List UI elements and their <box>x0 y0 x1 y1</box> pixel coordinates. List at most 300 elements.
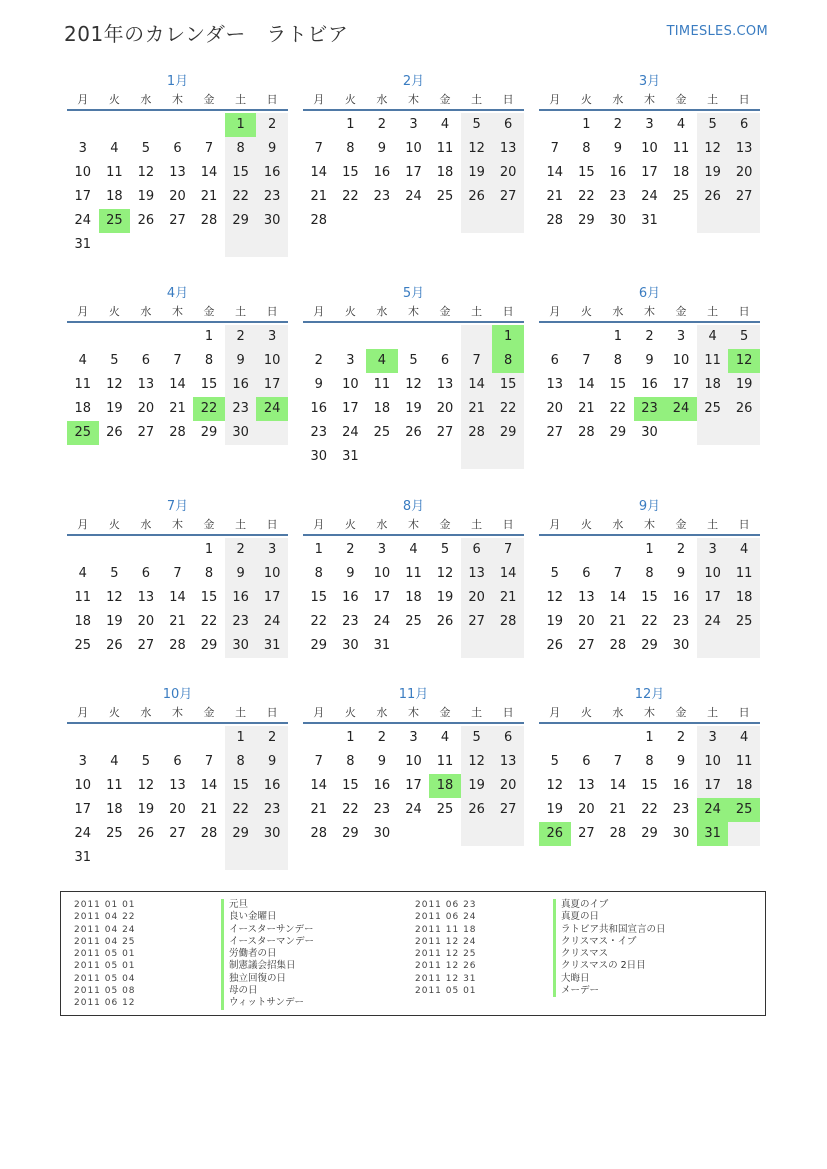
day-cell: 13 <box>578 778 595 793</box>
day-cell: 6 <box>582 566 591 581</box>
day-cell: 31 <box>256 634 288 658</box>
empty-cell <box>99 726 131 750</box>
empty-cell <box>225 233 257 257</box>
empty-cell <box>602 538 634 562</box>
day-cell: 14 <box>169 590 186 605</box>
day-cell: 24 <box>665 397 697 421</box>
weekday-label: 月 <box>77 518 89 531</box>
day-cell: 9 <box>256 750 288 774</box>
day-cell: 7 <box>613 566 623 581</box>
holiday-name: ウィットサンデー <box>221 997 314 1009</box>
weekday-label: 水 <box>140 518 152 531</box>
weekday-label: 土 <box>235 93 247 106</box>
day-cell: 12 <box>405 377 422 392</box>
day-cell: 9 <box>346 566 355 581</box>
day-cell: 12 <box>461 750 493 774</box>
day-cell: 4 <box>78 566 87 581</box>
day-cell: 16 <box>609 165 627 180</box>
day-cell: 28 <box>492 610 524 634</box>
day-cell: 7 <box>582 353 591 368</box>
day-cell: 10 <box>373 566 391 581</box>
day-cell: 22 <box>609 401 627 416</box>
empty-cell <box>256 846 288 870</box>
day-cell: 15 <box>641 590 658 605</box>
empty-cell <box>398 822 430 846</box>
day-cell: 23 <box>373 802 391 817</box>
day-cell: 1 <box>492 325 524 349</box>
weekday-label: 火 <box>580 706 592 719</box>
day-cell: 24 <box>256 610 288 634</box>
day-cell: 13 <box>137 377 155 392</box>
weekday-label: 木 <box>171 518 183 531</box>
empty-cell <box>539 113 571 137</box>
day-cell: 14 <box>169 377 186 392</box>
weekday-label: 日 <box>502 305 514 318</box>
weekday-label: 水 <box>612 706 624 719</box>
weekday-header <box>539 303 760 323</box>
day-cell: 24 <box>74 213 92 228</box>
empty-cell <box>461 209 493 233</box>
month-name: 10月 <box>162 687 193 702</box>
day-cell: 26 <box>697 185 729 209</box>
weekday-label: 日 <box>738 706 750 719</box>
day-cell: 17 <box>373 590 391 605</box>
empty-cell <box>162 325 194 349</box>
day-cell: 24 <box>405 802 422 817</box>
day-cell: 7 <box>204 754 214 769</box>
day-cell: 7 <box>461 349 493 373</box>
day-cell: 3 <box>697 726 729 750</box>
day-cell: 23 <box>225 397 257 421</box>
day-cell: 10 <box>672 353 690 368</box>
day-cell: 28 <box>169 638 186 653</box>
day-cell: 21 <box>200 802 218 817</box>
day-cell: 7 <box>173 353 182 368</box>
day-cell: 10 <box>74 165 92 180</box>
month-name: 8月 <box>402 499 425 514</box>
empty-cell <box>398 209 430 233</box>
day-cell: 19 <box>461 774 493 798</box>
empty-cell <box>728 421 760 445</box>
weekday-label: 月 <box>313 706 325 719</box>
day-cell: 2 <box>377 730 387 745</box>
day-cell: 1 <box>346 117 355 132</box>
empty-cell <box>225 846 257 870</box>
day-cell: 27 <box>169 826 186 841</box>
holiday-date: 2011 12 25 <box>415 949 477 960</box>
day-cell: 2 <box>256 726 288 750</box>
weekday-label: 火 <box>344 305 356 318</box>
day-cell: 24 <box>641 189 658 204</box>
empty-cell <box>697 421 729 445</box>
month-name: 4月 <box>166 286 189 301</box>
day-cell: 21 <box>310 802 328 817</box>
empty-cell <box>335 209 367 233</box>
day-cell: 25 <box>74 638 92 653</box>
empty-cell <box>539 726 571 750</box>
day-cell: 13 <box>492 137 524 161</box>
day-cell: 28 <box>609 826 627 841</box>
day-cell: 17 <box>74 189 92 204</box>
day-cell: 21 <box>578 401 595 416</box>
day-cell: 25 <box>106 826 123 841</box>
day-cell: 4 <box>440 730 450 745</box>
day-cell: 27 <box>492 185 524 209</box>
day-cell: 9 <box>676 566 686 581</box>
empty-cell <box>461 325 493 349</box>
day-cell: 15 <box>609 377 627 392</box>
day-cell: 10 <box>697 562 729 586</box>
day-cell: 25 <box>436 189 454 204</box>
day-cell: 16 <box>256 161 288 185</box>
weekday-label: 木 <box>643 518 655 531</box>
empty-cell <box>571 325 603 349</box>
weekday-label: 日 <box>266 93 278 106</box>
empty-cell <box>130 726 162 750</box>
day-cell: 1 <box>613 329 623 344</box>
day-cell: 22 <box>200 614 218 629</box>
weekday-label: 月 <box>549 93 561 106</box>
day-cell: 17 <box>672 377 690 392</box>
empty-cell <box>366 445 398 469</box>
day-cell: 5 <box>110 566 119 581</box>
weekday-label: 土 <box>707 93 719 106</box>
weekday-label: 木 <box>171 305 183 318</box>
holiday-date: 2011 05 01 <box>74 961 136 972</box>
day-cell: 10 <box>74 778 92 793</box>
empty-cell <box>461 634 493 658</box>
empty-cell <box>67 538 99 562</box>
empty-cell <box>303 325 335 349</box>
day-cell: 26 <box>728 397 760 421</box>
day-cell: 20 <box>546 401 564 416</box>
day-cell: 8 <box>314 566 323 581</box>
day-grid <box>67 113 288 257</box>
empty-cell <box>492 634 524 658</box>
day-cell: 17 <box>697 586 729 610</box>
day-cell: 30 <box>641 425 658 440</box>
empty-cell <box>130 846 162 870</box>
day-cell: 7 <box>550 141 559 156</box>
empty-cell <box>193 113 225 137</box>
weekday-label: 金 <box>675 305 687 318</box>
day-cell: 2 <box>377 117 387 132</box>
empty-cell <box>162 113 194 137</box>
day-cell: 23 <box>342 614 359 629</box>
day-cell: 2 <box>346 542 355 557</box>
day-cell: 15 <box>200 590 218 605</box>
holiday-date: 2011 12 26 <box>415 961 477 972</box>
day-cell: 2 <box>645 329 654 344</box>
day-cell: 19 <box>546 614 564 629</box>
empty-cell <box>303 113 335 137</box>
empty-cell <box>539 325 571 349</box>
day-cell: 9 <box>613 141 623 156</box>
day-cell: 29 <box>225 209 257 233</box>
empty-cell <box>366 209 398 233</box>
day-cell: 19 <box>728 373 760 397</box>
holiday-name: 元旦 <box>221 899 314 911</box>
weekday-label: 木 <box>643 93 655 106</box>
weekday-label: 月 <box>549 518 561 531</box>
day-cell: 4 <box>366 349 398 373</box>
day-cell: 4 <box>697 325 729 349</box>
day-cell: 26 <box>539 822 571 846</box>
empty-cell <box>398 634 430 658</box>
day-cell: 16 <box>225 373 257 397</box>
day-cell: 12 <box>436 566 454 581</box>
empty-cell <box>697 634 729 658</box>
day-cell: 25 <box>99 209 131 233</box>
day-cell: 24 <box>405 189 422 204</box>
day-cell: 28 <box>169 425 186 440</box>
empty-cell <box>492 209 524 233</box>
day-cell: 11 <box>697 349 729 373</box>
month-block <box>303 685 524 846</box>
day-cell: 30 <box>342 638 359 653</box>
day-cell: 18 <box>373 401 391 416</box>
holiday-date: 2011 06 24 <box>415 912 477 923</box>
day-cell: 22 <box>492 397 524 421</box>
weekday-label: 土 <box>235 305 247 318</box>
day-cell: 16 <box>256 774 288 798</box>
day-cell: 18 <box>429 774 461 798</box>
day-cell: 21 <box>169 614 186 629</box>
day-cell: 23 <box>634 397 666 421</box>
day-cell: 13 <box>169 165 186 180</box>
day-cell: 9 <box>377 141 387 156</box>
day-cell: 7 <box>204 141 214 156</box>
day-cell: 26 <box>461 798 493 822</box>
day-grid <box>303 113 524 233</box>
weekday-label: 日 <box>738 93 750 106</box>
day-cell: 6 <box>728 113 760 137</box>
day-cell: 15 <box>225 774 257 798</box>
day-cell: 19 <box>461 161 493 185</box>
holiday-name: 大晦日 <box>553 973 666 985</box>
day-cell: 11 <box>728 562 760 586</box>
day-cell: 24 <box>74 826 92 841</box>
weekday-label: 日 <box>266 706 278 719</box>
weekday-label: 日 <box>738 305 750 318</box>
day-cell: 17 <box>405 165 422 180</box>
day-cell: 23 <box>256 798 288 822</box>
day-cell: 16 <box>342 590 359 605</box>
day-cell: 22 <box>310 614 328 629</box>
day-cell: 29 <box>200 425 218 440</box>
day-cell: 15 <box>342 778 359 793</box>
day-cell: 16 <box>641 377 658 392</box>
day-cell: 19 <box>436 590 454 605</box>
day-cell: 27 <box>169 213 186 228</box>
weekday-label: 日 <box>502 706 514 719</box>
weekday-label: 月 <box>77 305 89 318</box>
day-cell: 17 <box>256 373 288 397</box>
day-cell: 22 <box>193 397 225 421</box>
empty-cell <box>429 634 461 658</box>
empty-cell <box>193 233 225 257</box>
day-cell: 3 <box>409 117 418 132</box>
day-cell: 22 <box>225 798 257 822</box>
day-cell: 11 <box>672 141 690 156</box>
empty-cell <box>99 113 131 137</box>
day-cell: 22 <box>641 614 658 629</box>
day-cell: 12 <box>106 590 123 605</box>
empty-cell <box>130 113 162 137</box>
empty-cell <box>67 726 99 750</box>
weekday-label: 土 <box>471 305 483 318</box>
holiday-date: 2011 12 24 <box>415 936 477 947</box>
day-cell: 26 <box>106 425 123 440</box>
site-link[interactable]: TIMESLES.COM <box>666 24 768 39</box>
month-block <box>67 497 288 658</box>
weekday-label: 水 <box>612 93 624 106</box>
day-cell: 22 <box>342 189 359 204</box>
empty-cell <box>571 726 603 750</box>
day-cell: 20 <box>728 161 760 185</box>
day-cell: 30 <box>609 213 627 228</box>
day-cell: 5 <box>550 566 559 581</box>
day-cell: 28 <box>200 213 218 228</box>
weekday-label: 火 <box>108 706 120 719</box>
holiday-date: 2011 04 22 <box>74 912 136 923</box>
day-cell: 3 <box>697 538 729 562</box>
day-cell: 5 <box>728 325 760 349</box>
day-cell: 19 <box>697 161 729 185</box>
day-cell: 26 <box>546 638 564 653</box>
day-cell: 3 <box>676 329 686 344</box>
weekday-label: 月 <box>313 518 325 531</box>
weekday-header <box>539 516 760 536</box>
day-cell: 20 <box>169 802 186 817</box>
day-cell: 1 <box>645 542 654 557</box>
day-cell: 8 <box>582 141 591 156</box>
day-cell: 30 <box>672 826 690 841</box>
empty-cell <box>461 445 493 469</box>
day-cell: 25 <box>373 425 391 440</box>
day-cell: 27 <box>728 185 760 209</box>
month-block <box>67 72 288 257</box>
day-cell: 8 <box>346 141 355 156</box>
holiday-dates-right <box>415 899 477 997</box>
day-cell: 5 <box>461 113 493 137</box>
empty-cell <box>429 445 461 469</box>
day-cell: 7 <box>314 754 323 769</box>
day-grid <box>303 538 524 658</box>
weekday-label: 木 <box>407 93 419 106</box>
day-cell: 1 <box>204 542 214 557</box>
empty-cell <box>665 421 697 445</box>
weekday-label: 月 <box>549 305 561 318</box>
day-cell: 15 <box>578 165 595 180</box>
day-cell: 24 <box>373 614 391 629</box>
day-cell: 25 <box>728 610 760 634</box>
holiday-date: 2011 05 01 <box>74 949 136 960</box>
holiday-name: クリスマス・イブ <box>553 936 666 948</box>
empty-cell <box>99 538 131 562</box>
weekday-label: 金 <box>675 93 687 106</box>
day-cell: 15 <box>641 778 658 793</box>
day-cell: 15 <box>225 161 257 185</box>
day-cell: 1 <box>225 113 257 137</box>
day-cell: 10 <box>405 141 422 156</box>
empty-cell <box>193 726 225 750</box>
day-cell: 29 <box>342 826 359 841</box>
holiday-date: 2011 12 31 <box>415 973 477 984</box>
weekday-label: 水 <box>376 518 388 531</box>
day-cell: 29 <box>578 213 595 228</box>
day-cell: 13 <box>492 750 524 774</box>
weekday-label: 火 <box>580 518 592 531</box>
day-cell: 7 <box>613 754 623 769</box>
weekday-label: 火 <box>344 518 356 531</box>
empty-cell <box>697 209 729 233</box>
day-cell: 5 <box>141 141 151 156</box>
weekday-label: 木 <box>643 706 655 719</box>
day-cell: 5 <box>550 754 559 769</box>
empty-cell <box>256 421 288 445</box>
day-cell: 31 <box>74 237 92 252</box>
holiday-name: 労働者の日 <box>221 948 314 960</box>
day-cell: 11 <box>728 750 760 774</box>
day-cell: 21 <box>461 397 493 421</box>
day-cell: 26 <box>137 826 155 841</box>
empty-cell <box>728 822 760 846</box>
day-cell: 23 <box>256 185 288 209</box>
holiday-dates-left <box>74 899 136 1010</box>
weekday-label: 土 <box>471 93 483 106</box>
day-cell: 21 <box>200 189 218 204</box>
empty-cell <box>665 209 697 233</box>
day-cell: 28 <box>546 213 564 228</box>
weekday-label: 日 <box>738 518 750 531</box>
empty-cell <box>162 726 194 750</box>
day-cell: 25 <box>697 397 729 421</box>
day-cell: 5 <box>697 113 729 137</box>
day-cell: 18 <box>728 774 760 798</box>
day-cell: 9 <box>225 349 257 373</box>
day-grid <box>539 325 760 445</box>
day-grid <box>67 538 288 658</box>
day-cell: 14 <box>609 778 627 793</box>
month-block <box>539 497 760 658</box>
weekday-label: 金 <box>439 93 451 106</box>
day-cell: 5 <box>409 353 418 368</box>
month-block <box>303 72 524 233</box>
day-cell: 14 <box>200 778 218 793</box>
page-title: 201年のカレンダー ラトビア <box>64 22 349 46</box>
weekday-label: 土 <box>235 706 247 719</box>
day-cell: 14 <box>200 165 218 180</box>
holiday-name: 真夏の日 <box>553 911 666 923</box>
day-cell: 16 <box>225 586 257 610</box>
holiday-date: 2011 05 04 <box>74 973 136 984</box>
month-block <box>539 72 760 233</box>
day-cell: 29 <box>310 638 328 653</box>
day-cell: 28 <box>200 826 218 841</box>
day-grid <box>539 726 760 846</box>
day-cell: 16 <box>373 778 391 793</box>
weekday-label: 月 <box>549 706 561 719</box>
day-cell: 9 <box>676 754 686 769</box>
empty-cell <box>130 538 162 562</box>
day-cell: 17 <box>697 774 729 798</box>
day-cell: 12 <box>697 137 729 161</box>
day-grid <box>539 113 760 233</box>
day-cell: 4 <box>676 117 686 132</box>
day-cell: 25 <box>405 614 422 629</box>
day-cell: 22 <box>342 802 359 817</box>
